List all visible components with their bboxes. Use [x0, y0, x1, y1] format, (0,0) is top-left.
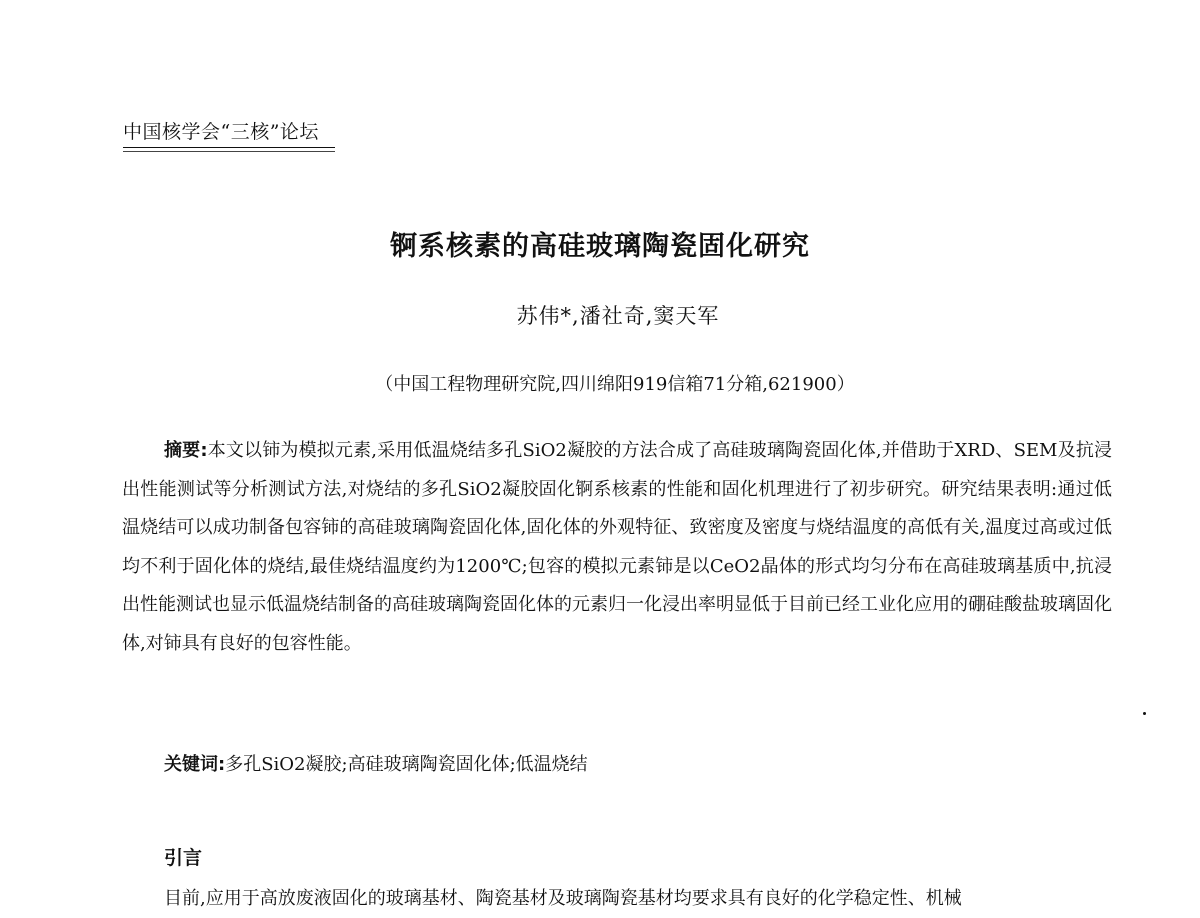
header-rule	[123, 147, 335, 148]
header-rule-thin	[123, 151, 335, 152]
abstract-text: 本文以铈为模拟元素,采用低温烧结多孔SiO2凝胶的方法合成了高硅玻璃陶瓷固化体,并借助于XRD、SEM及抗浸出性能测试等分析测试方法,对烧结的多孔SiO2凝胶固化锕系核素的性能和固化机理进行了初步研究。研究结果表明:通过低温烧结可以成功制备包容铈的高硅玻璃陶瓷固化体,固化体的外观特征、致密度及密度与烧结温度的高低有关,温度过高或过低均不利于固化体的烧结,最佳烧结温度约为1200℃;包容的模拟元素铈是以CeO2晶体的形式均匀分布在高硅玻璃基质中,抗浸出性能测试也显示低温烧结制备的高硅玻璃陶瓷固化体的元素归一化浸出率明显低于目前已经工业化应用的硼硅酸盐玻璃固化体,对铈具有良好的包容性能。	[122, 440, 1113, 654]
introduction-first-line: 目前,应用于高放废液固化的玻璃基材、陶瓷基材及玻璃陶瓷基材均要求具有良好的化学稳定性、机械	[164, 888, 962, 909]
abstract-paragraph	[122, 432, 1112, 663]
running-header: 中国核学会“三核”论坛	[123, 121, 319, 143]
keywords-label: 关键词:	[164, 754, 226, 775]
scan-speck	[1143, 712, 1146, 715]
author-list: 苏伟*,潘社奇,窦天军	[516, 304, 720, 328]
keywords-line	[164, 750, 588, 776]
keywords-text: 多孔SiO2凝胶;高硅玻璃陶瓷固化体;低温烧结	[225, 754, 588, 775]
author-affiliation: （中国工程物理研究院,四川绵阳919信箱71分箱,621900）	[375, 374, 855, 395]
abstract-label: 摘要:	[164, 440, 208, 461]
section-heading-introduction: 引言	[164, 847, 203, 869]
paper-title: 锕系核素的高硅玻璃陶瓷固化研究	[390, 231, 810, 262]
